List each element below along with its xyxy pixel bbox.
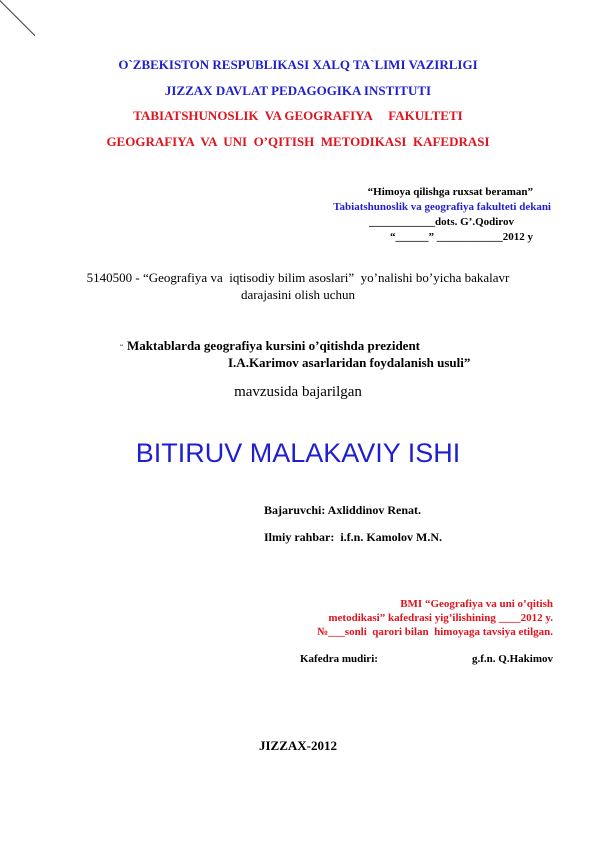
approval-dean-name: ____________dots. G’.Qodirov [369,216,514,228]
approval-dean-title: Tabiatshunoslik va geografiya fakulteti dekani [333,201,551,213]
topic-open-quote: “ [120,343,124,351]
topic-suffix: mavzusida bajarilgan [234,384,362,400]
program-degree: darajasini olish uchun [240,287,356,302]
corner-decoration-line [0,0,35,36]
institute-title: JIZZAX DAVLAT PEDAGOGIKA INSTITUTI [164,83,432,98]
program-line: 5140500 - “Geografiya va iqtisodiy bilim asoslari” yo’nalishi bo’yicha bakalavr [86,270,510,285]
faculty-title: TABIATSHUNOSLIK VA GEOGRAFIYA FAKULTETI [133,108,463,123]
approval-date: “______” ____________2012 y [390,231,533,243]
footer-city-year: JIZZAX-2012 [258,738,337,753]
recommendation-line-2: metodikasi” kafedrasi yig’ilishining ____2012 y. [328,612,553,624]
recommendation-line-3: №___sonli qarori bilan himoyaga tavsiya etilgan. [317,626,553,638]
topic-line-2: I.A.Karimov asarlaridan foydalanish usuli” [228,355,471,370]
approval-statement: “Himoya qilishga ruxsat beraman” [367,186,533,198]
recommendation-line-1: BMI “Geografiya va uni o’qitish [400,598,553,610]
performer-line: Bajaruvchi: Axliddinov Renat. [264,503,422,517]
thesis-title: BITIRUV MALAKAVIY ISHI [135,438,461,468]
topic-line-1: Maktablarda geografiya kursini o’qitishda prezident [127,338,421,353]
ministry-title: O`ZBEKISTON RESPUBLIKASI XALQ TA`LIMI VAZIRLIGI [118,57,478,72]
head-of-department-name: g.f.n. Q.Hakimov [472,653,553,665]
head-of-department-label: Kafedra mudiri: [300,653,378,665]
supervisor-line: Ilmiy rahbar: i.f.n. Kamolov M.N. [264,530,442,544]
department-title: GEOGRAFIYA VA UNI O’QITISH METODIKASI KAFEDRASI [106,134,490,149]
